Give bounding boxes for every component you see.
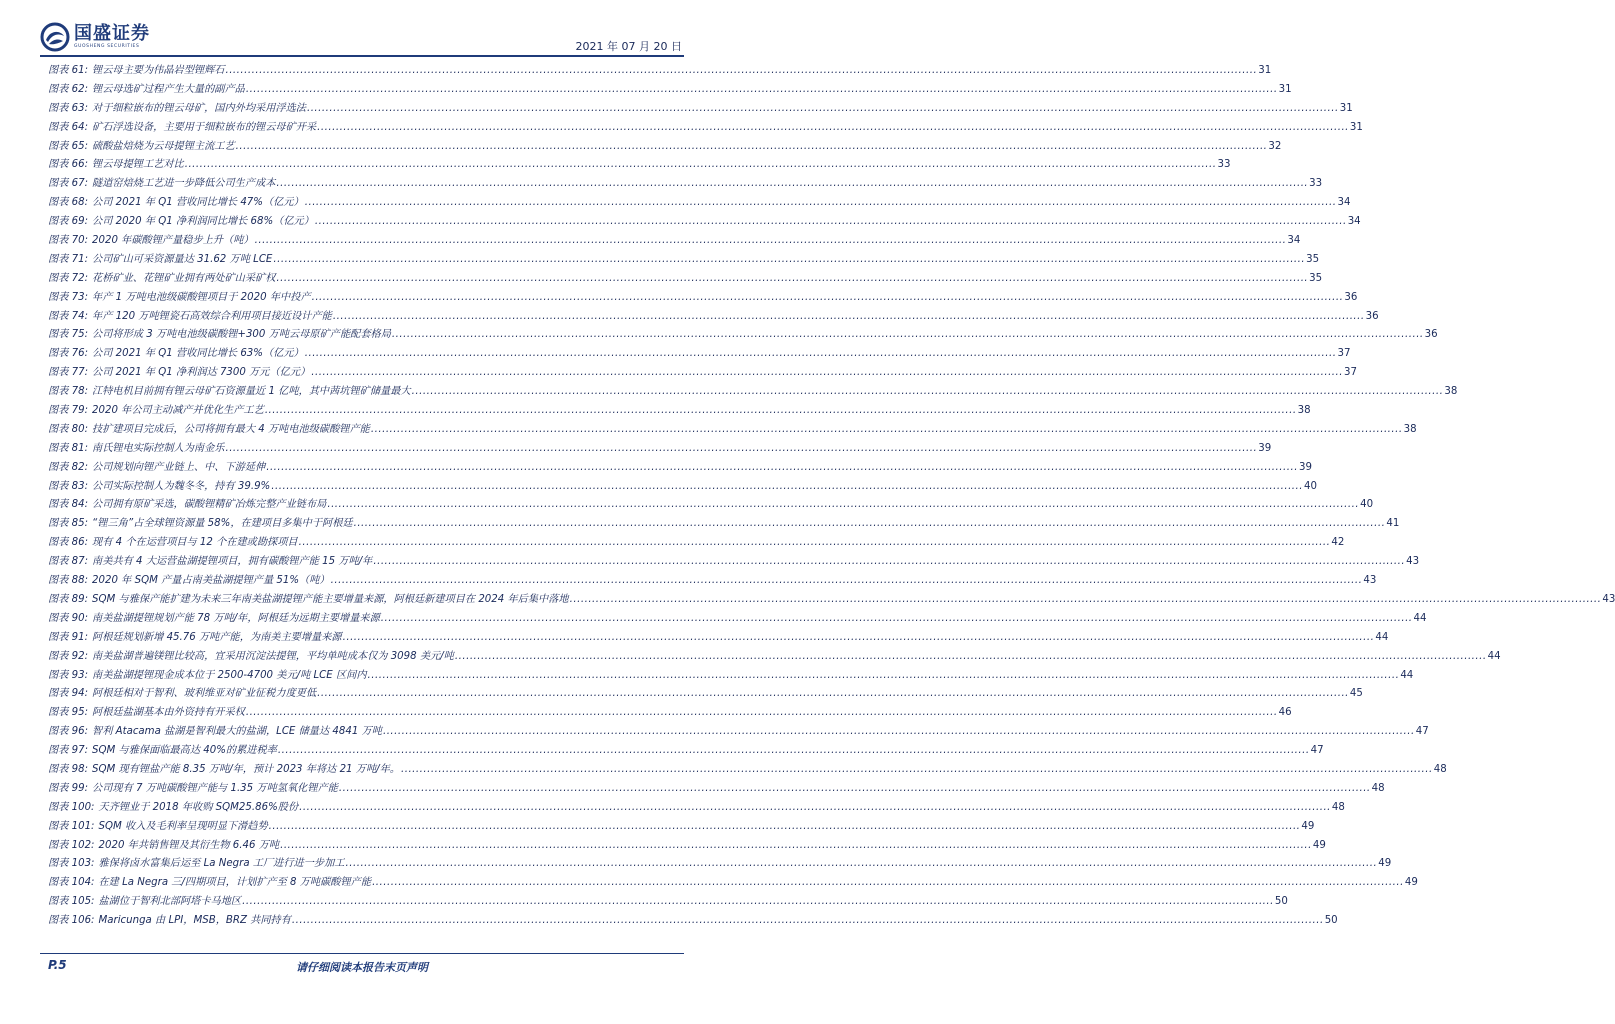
toc-entry-leader — [312, 289, 1344, 308]
toc-entry[interactable] — [48, 119, 1363, 138]
toc-entry-title: 2020 年碳酸锂产量稳步上升（吨） — [92, 235, 254, 247]
toc-entry-leader — [255, 232, 1287, 251]
toc-entry-leader — [242, 893, 1274, 912]
toc-entry-page: 38 — [1403, 423, 1417, 435]
toc-entry-title: 阿根廷相对于智利、玻利维亚对矿业征税力度更低 — [92, 688, 317, 700]
toc-entry[interactable] — [48, 704, 1292, 723]
toc-entry-title: 在建 La Negra 三/四期项目，计划扩产至 8 万吨碳酸锂产能 — [98, 877, 372, 889]
toc-entry-label: 图表 61: — [48, 65, 89, 76]
toc-entry[interactable] — [48, 912, 1338, 931]
toc-entry-title: 公司规划向锂产业链上、中、下游延伸 — [92, 461, 266, 473]
toc-entry-page: 45 — [1349, 688, 1363, 700]
toc-entry-page: 40 — [1360, 499, 1374, 511]
toc-entry[interactable] — [48, 138, 1282, 157]
toc-entry-page: 36 — [1365, 310, 1379, 322]
toc-entry-label: 图表 98: — [48, 763, 89, 775]
toc-entry-leader — [327, 496, 1359, 515]
toc-entry-label: 图表 86: — [48, 537, 89, 549]
toc-entry-leader — [372, 874, 1404, 893]
toc-entry[interactable] — [48, 62, 1272, 81]
toc-entry[interactable] — [48, 421, 1417, 440]
toc-entry[interactable] — [48, 515, 1400, 534]
toc-entry-title: 公司矿山可采资源量达 31.62 万吨 LCE — [92, 253, 273, 265]
toc-entry-page: 42 — [1331, 537, 1345, 549]
toc-entry-leader — [278, 742, 1310, 761]
toc-entry-label: 图表 91: — [48, 631, 89, 643]
toc-entry-label: 图表 78: — [48, 386, 89, 398]
toc-entry-leader — [381, 610, 1413, 629]
toc-entry-page: 44 — [1400, 669, 1414, 681]
toc-entry-leader — [455, 648, 1487, 667]
toc-entry[interactable] — [48, 893, 1288, 912]
toc-entry-leader — [305, 194, 1337, 213]
toc-entry-label: 图表 89: — [48, 593, 89, 605]
toc-entry-label: 图表 105: — [48, 896, 95, 908]
toc-entry-title: 南氏锂电实际控制人为南金乐 — [92, 442, 225, 454]
toc-entry[interactable] — [48, 591, 1615, 610]
toc-entry-page: 50 — [1274, 896, 1288, 908]
toc-entry-title: 公司 2021 年 Q1 营收同比增长 63%（亿元） — [92, 348, 304, 360]
toc-entry[interactable] — [48, 81, 1292, 100]
toc-entry-page: 44 — [1487, 650, 1501, 662]
toc-entry[interactable] — [48, 610, 1427, 629]
toc-entry-label: 图表 104: — [48, 877, 95, 889]
toc-entry-title: Maricunga 由 LPI，MSB，BRZ 共同持有 — [98, 915, 291, 927]
toc-entry-page: 41 — [1386, 518, 1400, 530]
toc-entry-title: 南美盐湖提锂现金成本位于 2500-4700 美元/吨 LCE 区间内 — [92, 669, 367, 681]
toc-entry-leader — [333, 308, 1365, 327]
toc-entry-label: 图表 90: — [48, 612, 89, 624]
toc-entry[interactable] — [48, 175, 1323, 194]
toc-entry-page: 46 — [1278, 707, 1292, 719]
toc-entry-label: 图表 67: — [48, 178, 89, 190]
toc-entry-title: 年产 1 万吨电池级碳酸锂项目于 2020 年中投产 — [92, 291, 311, 303]
toc-entry-leader — [246, 81, 1278, 100]
toc-entry-title: SQM 收入及毛利率呈现明显下滑趋势 — [98, 820, 268, 832]
brand-name-en: GUOSHENG SECURITIES — [74, 44, 140, 49]
toc-entry-page: 36 — [1344, 291, 1358, 303]
toc-entry-title: 硫酸盐焙烧为云母提锂主流工艺 — [92, 140, 235, 152]
page-number: P.5 — [48, 958, 67, 972]
toc-entry-label: 图表 93: — [48, 669, 89, 681]
toc-entry-title: 年产 120 万吨锂瓷石高效综合利用项目接近设计产能 — [92, 310, 332, 322]
toc-entry-leader — [273, 251, 1305, 270]
toc-entry-leader — [299, 799, 1331, 818]
toc-entry-page: 31 — [1278, 83, 1292, 95]
toc-entry-leader — [368, 667, 1400, 686]
toc-entry-leader — [371, 421, 1403, 440]
toc-entry[interactable] — [48, 761, 1447, 780]
toc-entry-page: 43 — [1363, 575, 1377, 587]
toc-entry[interactable] — [48, 194, 1351, 213]
toc-entry-label: 图表 77: — [48, 367, 89, 379]
toc-entry-page: 36 — [1424, 329, 1438, 341]
toc-entry-page: 50 — [1324, 915, 1338, 927]
toc-entry-label: 图表 79: — [48, 405, 89, 417]
toc-entry-label: 图表 69: — [48, 216, 89, 228]
toc-entry-page: 33 — [1217, 159, 1231, 171]
header-divider — [40, 55, 684, 57]
toc-entry-page: 38 — [1297, 405, 1311, 417]
toc-entry-title: 公司拥有原矿采选，碳酸锂精矿冶炼完整产业链布局 — [92, 499, 327, 511]
toc-entry-page: 49 — [1404, 877, 1418, 889]
toc-entry-leader — [280, 837, 1312, 856]
toc-entry-page: 31 — [1258, 65, 1272, 76]
toc-entry-title: 2020 年公司主动减产并优化生产工艺 — [92, 405, 264, 417]
toc-entry-title: 公司实际控制人为魏冬冬，持有 39.9% — [92, 480, 271, 492]
toc-entry-leader — [271, 478, 1303, 497]
toc-entry-title: 阿根廷规划新增 45.76 万吨产能，为南美主要增量来源 — [92, 631, 342, 643]
toc-entry-label: 图表 102: — [48, 839, 95, 851]
toc-entry-page: 34 — [1287, 235, 1301, 247]
toc-entry-page: 49 — [1301, 820, 1315, 832]
toc-entry-page: 44 — [1413, 612, 1427, 624]
toc-entry-page: 35 — [1309, 272, 1323, 284]
toc-entry[interactable] — [48, 213, 1361, 232]
toc-entry-label: 图表 94: — [48, 688, 89, 700]
toc-entry-title: SQM 与雅保面临最高达 40%的累进税率 — [92, 745, 277, 757]
toc-entry-title: 锂云母提锂工艺对比 — [92, 159, 184, 171]
toc-entry[interactable] — [48, 402, 1311, 421]
toc-entry-leader — [299, 534, 1331, 553]
guosheng-logo-icon — [40, 22, 70, 52]
toc-entry-title: 现有 4 个在运营项目与 12 个在建或勘探项目 — [92, 537, 298, 549]
toc-entry-label: 图表 87: — [48, 556, 89, 568]
brand-name-cn: 国盛证券 — [74, 23, 150, 44]
toc-entry-title: 花桥矿业、花锂矿业拥有两处矿山采矿权 — [92, 272, 276, 284]
toc-entry[interactable] — [48, 326, 1438, 345]
toc-entry-page: 38 — [1444, 386, 1458, 398]
toc-entry[interactable] — [48, 874, 1418, 893]
brand-logo — [40, 22, 150, 52]
figure-index-list — [48, 62, 1615, 931]
toc-entry-page: 32 — [1268, 140, 1282, 152]
toc-entry[interactable] — [48, 383, 1458, 402]
toc-entry-label: 图表 73: — [48, 291, 89, 303]
toc-entry-leader — [265, 402, 1297, 421]
toc-entry-page: 47 — [1415, 726, 1429, 738]
toc-entry-title: SQM 与雅保产能扩建为未来三年南美盐湖提锂产能主要增量来源，阿根廷新建项目在 2024 年后集中落地 — [92, 593, 569, 605]
toc-entry-label: 图表 70: — [48, 235, 89, 247]
toc-entry-leader — [292, 912, 1324, 931]
toc-entry-leader — [246, 704, 1278, 723]
toc-entry-leader — [225, 440, 1257, 459]
toc-entry-label: 图表 75: — [48, 329, 89, 341]
toc-entry[interactable] — [48, 818, 1315, 837]
toc-entry-label: 图表 103: — [48, 858, 95, 870]
toc-entry-title: 江特电机目前拥有锂云母矿石资源量近 1 亿吨，其中茜坑锂矿储量最大 — [92, 386, 411, 398]
toc-entry[interactable] — [48, 100, 1353, 119]
toc-entry-title: 盐湖位于智利北部阿塔卡马地区 — [98, 896, 242, 908]
toc-entry-page: 31 — [1349, 121, 1363, 133]
toc-entry-page: 49 — [1312, 839, 1326, 851]
toc-entry-title: 阿根廷盐湖基本由外资持有开采权 — [92, 707, 245, 719]
toc-entry-leader — [266, 459, 1298, 478]
toc-entry-label: 图表 101: — [48, 820, 95, 832]
toc-entry[interactable] — [48, 667, 1414, 686]
toc-entry-title: “锂三角”占全球锂资源量 58%，在建项目多集中于阿根廷 — [92, 518, 353, 530]
toc-entry-leader — [401, 761, 1433, 780]
toc-entry-label: 图表 97: — [48, 745, 89, 757]
toc-entry-label: 图表 72: — [48, 272, 89, 284]
toc-entry-title: 天齐锂业于 2018 年收购 SQM25.86%股份 — [98, 801, 299, 813]
toc-entry-title: 对于细粒嵌布的锂云母矿，国内外均采用浮选法 — [92, 102, 306, 114]
toc-entry-page: 35 — [1306, 253, 1320, 265]
toc-entry-page: 37 — [1337, 348, 1351, 360]
toc-entry-leader — [317, 685, 1349, 704]
toc-entry[interactable] — [48, 232, 1301, 251]
toc-entry[interactable] — [48, 478, 1317, 497]
toc-entry-label: 图表 81: — [48, 442, 89, 454]
toc-entry-title: 隧道窑焙烧工艺进一步降低公司生产成本 — [92, 178, 276, 190]
toc-entry-title: 智利 Atacama 盐湖是智利最大的盐湖，LCE 储量达 4841 万吨 — [92, 726, 382, 738]
toc-entry-label: 图表 84: — [48, 499, 89, 511]
toc-entry-title: 南美盐湖普遍镁锂比较高，宜采用沉淀法提锂，平均单吨成本仅为 3098 美元/吨 — [92, 650, 454, 662]
toc-entry-page: 47 — [1310, 745, 1324, 757]
toc-entry[interactable] — [48, 345, 1351, 364]
toc-entry-title: 雅保将卤水富集后运至 La Negra 工厂进行进一步加工 — [98, 858, 345, 870]
toc-entry[interactable] — [48, 629, 1389, 648]
toc-entry-title: 南美共有 4 大运营盐湖提锂项目，拥有碳酸锂产能 15 万吨/年 — [92, 556, 373, 568]
toc-entry[interactable] — [48, 648, 1501, 667]
toc-entry-label: 图表 82: — [48, 461, 89, 473]
toc-entry[interactable] — [48, 364, 1357, 383]
footer-divider — [40, 953, 684, 954]
toc-entry-label: 图表 99: — [48, 782, 89, 794]
toc-entry-leader — [276, 270, 1308, 289]
toc-entry[interactable] — [48, 742, 1324, 761]
toc-entry-leader — [383, 723, 1415, 742]
toc-entry-label: 图表 62: — [48, 83, 89, 95]
toc-entry-page: 39 — [1298, 461, 1312, 473]
toc-entry-label: 图表 96: — [48, 726, 89, 738]
toc-entry-label: 图表 63: — [48, 102, 89, 114]
toc-entry-leader — [331, 572, 1363, 591]
toc-entry-leader — [392, 326, 1424, 345]
toc-entry-page: 43 — [1406, 556, 1420, 568]
toc-entry-title: 2020 年 SQM 产量占南美盐湖提锂产量 51%（吨） — [92, 575, 330, 587]
toc-entry[interactable] — [48, 553, 1420, 572]
disclaimer-note: 请仔细阅读本报告末页声明 — [296, 961, 428, 974]
toc-entry[interactable] — [48, 780, 1385, 799]
toc-entry[interactable] — [48, 308, 1379, 327]
toc-entry-leader — [354, 515, 1386, 534]
toc-entry-page: 39 — [1258, 442, 1272, 454]
toc-entry[interactable] — [48, 572, 1377, 591]
toc-entry[interactable] — [48, 534, 1345, 553]
toc-entry-leader — [570, 591, 1602, 610]
toc-entry[interactable] — [48, 723, 1429, 742]
toc-entry-leader — [236, 138, 1268, 157]
toc-entry[interactable] — [48, 289, 1358, 308]
toc-entry-label: 图表 83: — [48, 480, 89, 492]
toc-entry-label: 图表 80: — [48, 423, 89, 435]
toc-entry-label: 图表 71: — [48, 253, 89, 265]
toc-entry-title: 公司现有 7 万吨碳酸锂产能与 1.35 万吨氢氧化锂产能 — [92, 782, 338, 794]
toc-entry[interactable] — [48, 156, 1231, 175]
toc-entry-page: 43 — [1602, 593, 1615, 605]
toc-entry[interactable] — [48, 685, 1363, 704]
toc-entry-leader — [269, 818, 1301, 837]
toc-entry-leader — [311, 364, 1343, 383]
toc-entry-label: 图表 68: — [48, 197, 89, 209]
toc-entry-label: 图表 95: — [48, 707, 89, 719]
toc-entry-page: 31 — [1339, 102, 1353, 114]
toc-entry-page: 40 — [1304, 480, 1317, 492]
toc-entry-title: 矿石浮选设备，主要用于细粒嵌布的锂云母矿开采 — [92, 121, 317, 133]
toc-entry-leader — [185, 156, 1217, 175]
toc-entry-label: 图表 100: — [48, 801, 95, 813]
toc-entry-leader — [315, 213, 1347, 232]
toc-entry-title: 公司将形成 3 万吨电池级碳酸锂+300 万吨云母原矿产能配套格局 — [92, 329, 391, 341]
toc-entry[interactable] — [48, 799, 1345, 818]
toc-entry-title: 公司 2021 年 Q1 净利润达 7300 万元（亿元） — [92, 367, 311, 379]
toc-entry-label: 图表 66: — [48, 159, 89, 171]
toc-entry[interactable] — [48, 459, 1312, 478]
toc-entry-page: 37 — [1344, 367, 1357, 379]
toc-entry[interactable] — [48, 837, 1326, 856]
toc-entry-leader — [373, 553, 1405, 572]
toc-entry-title: 公司 2021 年 Q1 营收同比增长 47%（亿元） — [92, 197, 304, 209]
toc-entry-title: 锂云母选矿过程产生大量的副产品 — [92, 83, 245, 95]
toc-entry-label: 图表 106: — [48, 915, 95, 927]
toc-entry-page: 48 — [1371, 782, 1385, 794]
page-header — [0, 0, 724, 60]
toc-entry-leader — [276, 175, 1308, 194]
toc-entry-label: 图表 74: — [48, 310, 89, 322]
toc-entry-leader — [317, 119, 1349, 138]
toc-entry-title: 锂云母主要为伟晶岩型锂辉石 — [92, 65, 225, 76]
toc-entry-label: 图表 92: — [48, 650, 89, 662]
toc-entry[interactable] — [48, 270, 1323, 289]
toc-entry-title: 技扩建项目完成后，公司将拥有最大 4 万吨电池级碳酸锂产能 — [92, 423, 370, 435]
toc-entry[interactable] — [48, 251, 1320, 270]
toc-entry-title: SQM 现有锂盐产能 8.35 万吨/年，预计 2023 年将达 21 万吨/年。 — [92, 763, 400, 775]
toc-entry-page: 48 — [1433, 763, 1447, 775]
toc-entry-leader — [412, 383, 1444, 402]
toc-entry-page: 48 — [1331, 801, 1345, 813]
toc-entry-leader — [305, 345, 1337, 364]
toc-entry-leader — [345, 855, 1377, 874]
toc-entry-leader — [307, 100, 1339, 119]
toc-entry-page: 34 — [1337, 197, 1351, 209]
toc-entry[interactable] — [48, 440, 1272, 459]
toc-entry-label: 图表 85: — [48, 518, 89, 530]
toc-entry-label: 图表 88: — [48, 575, 89, 587]
toc-entry-title: 公司 2020 年 Q1 净利润同比增长 68%（亿元） — [92, 216, 314, 228]
toc-entry-page: 49 — [1378, 858, 1392, 870]
toc-entry-label: 图表 64: — [48, 121, 89, 133]
toc-entry-leader — [343, 629, 1375, 648]
toc-entry-label: 图表 76: — [48, 348, 89, 360]
toc-entry-title: 南美盐湖提锂规划产能 78 万吨/年，阿根廷为远期主要增量来源 — [92, 612, 380, 624]
report-date: 2021 年 07 月 20 日 — [575, 40, 682, 53]
toc-entry-title: 2020 年共销售锂及其衍生物 6.46 万吨 — [98, 839, 280, 851]
toc-entry[interactable] — [48, 496, 1374, 515]
toc-entry-leader — [225, 62, 1257, 81]
toc-entry[interactable] — [48, 855, 1392, 874]
toc-entry-label: 图表 65: — [48, 140, 89, 152]
toc-entry-page: 33 — [1309, 178, 1323, 190]
toc-entry-page: 34 — [1347, 216, 1361, 228]
toc-entry-page: 44 — [1375, 631, 1389, 643]
toc-entry-leader — [339, 780, 1371, 799]
